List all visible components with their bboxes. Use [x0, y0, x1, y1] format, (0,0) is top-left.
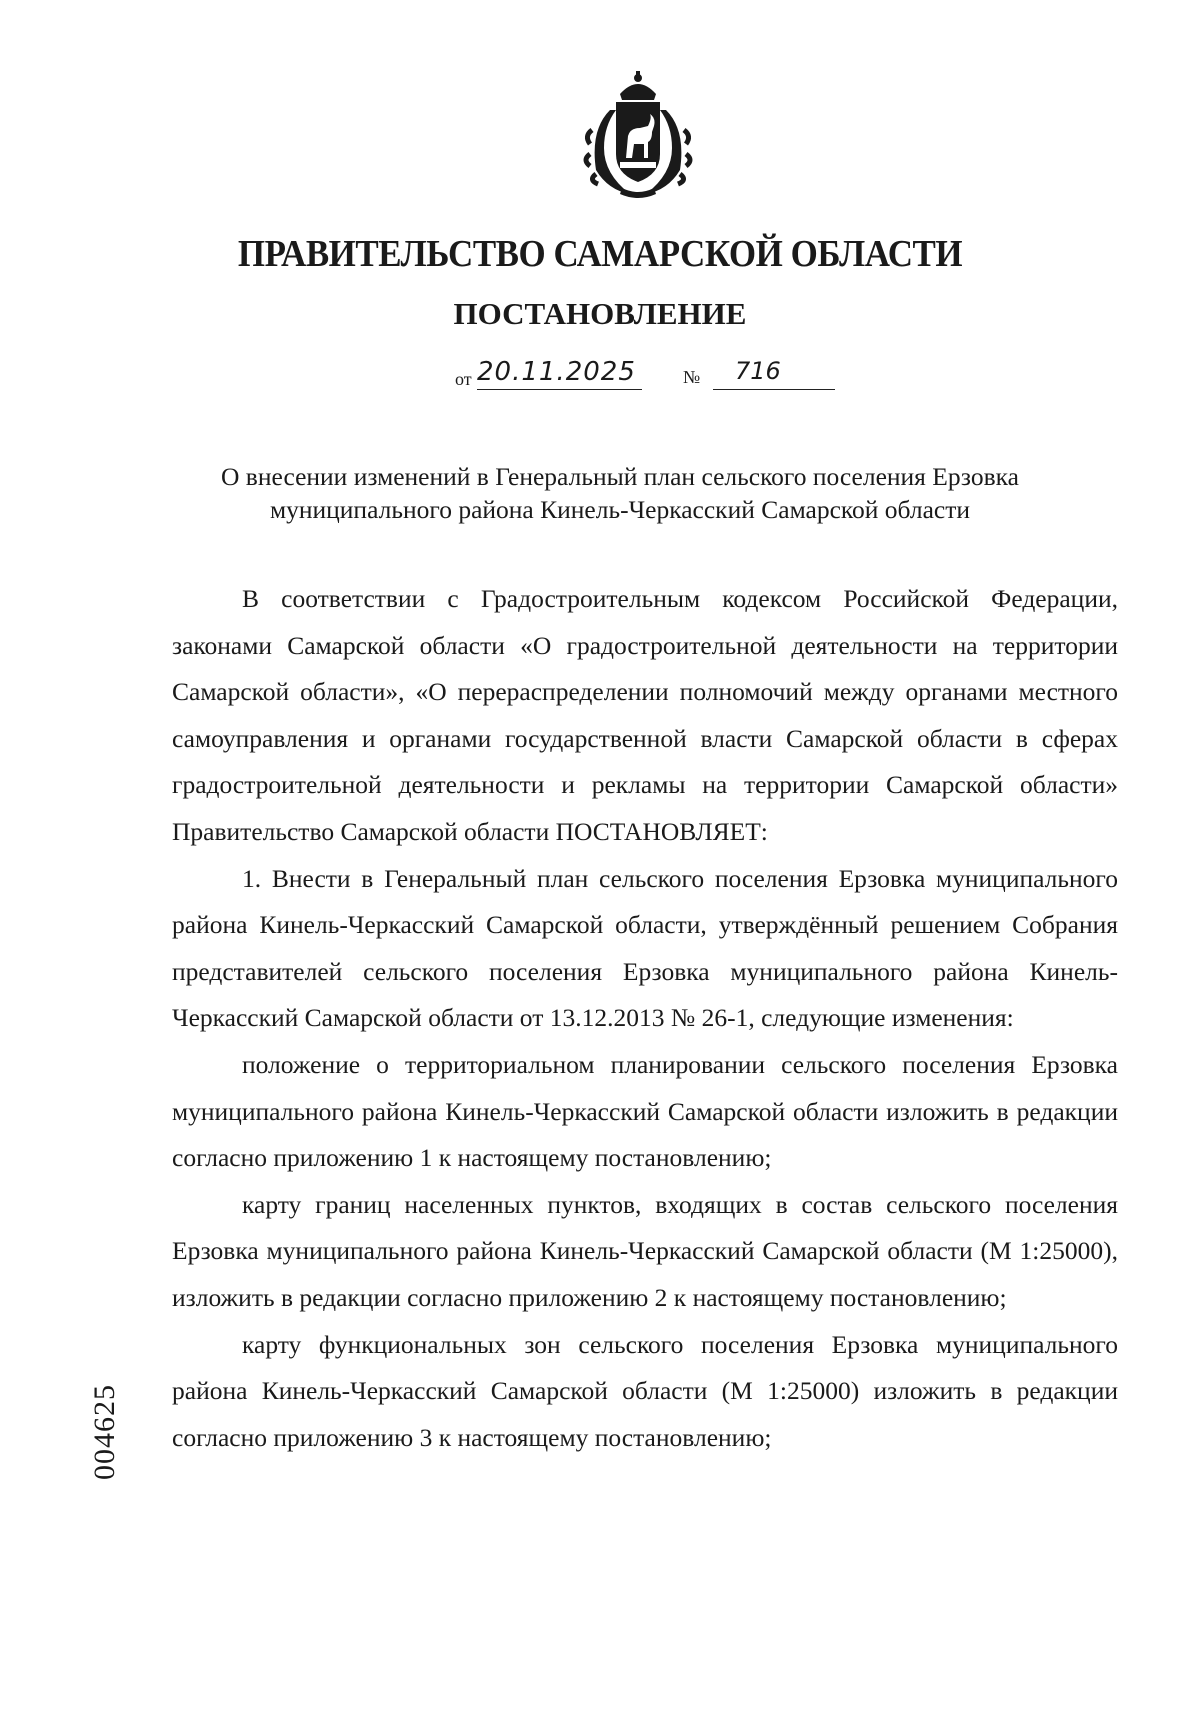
number-field [713, 355, 835, 390]
margin-registration-number: 004625 [88, 1384, 121, 1480]
paragraph-territorial-planning: положение о территориальном планировании сельского поселения Ерзовка муниципального района Кинель-Черкасский Самарской области изложить в редакции согласно приложению 1 к настоящему постановлению; [172, 1049, 1118, 1173]
date-field [477, 355, 642, 390]
date-prefix: от [455, 369, 472, 389]
document-date: 20.11.2025 [477, 357, 636, 387]
paragraph-functional-zones-map: карту функциональных зон сельского поселения Ерзовка муниципального района Кинель-Черкасский Самарской области (М 1:25000) изложить в редакции согласно приложению 3 к настоящему постановлению; [172, 1329, 1118, 1452]
coat-of-arms-icon [582, 70, 694, 200]
organization-title: ПРАВИТЕЛЬСТВО САМАРСКОЙ ОБЛАСТИ [237, 233, 963, 275]
paragraph-boundaries-map: карту границ населенных пунктов, входящих в состав сельского поселения Ерзовка муниципального района Кинель-Черкасский Самарской области (М 1:25000), изложить в редакции согласно приложению 2 к настоящему постановлению; [172, 1189, 1118, 1312]
subject-line-2: муниципального района Кинель-Черкасский Самарской области [269, 495, 971, 524]
number-prefix: № [683, 367, 701, 387]
document-body [172, 576, 1118, 1461]
subject-line-1: О внесении изменений в Генеральный план сельского поселения Ерзовка [221, 462, 1019, 491]
date-number-line [455, 355, 855, 395]
document-number: 716 [735, 357, 781, 385]
paragraph-preamble: В соответствии с Градостроительным кодексом Российской Федерации, законами Самарской области «О градостроительной деятельности на территории Самарской области», «О перераспределении полномочий между органами местного самоуправления и органами государственной власти Самарской области в сферах градостроительной деятельности и рекламы на территории Самарской области» Правительство Самарской области ПОСТАНОВЛЯЕТ: [172, 584, 1118, 846]
paragraph-item-1: 1. Внести в Генеральный план сельского поселения Ерзовка муниципального района Кинель-Черкасский Самарской области, утверждённый решением Собрания представителей сельского поселения Ерзовка муниципального района Кинель-Черкасский Самарской области от 13.12.2013 № 26-1, следующие изменения: [172, 863, 1118, 1033]
document-type: ПОСТАНОВЛЕНИЕ [453, 296, 747, 331]
document-subject [150, 460, 1090, 526]
